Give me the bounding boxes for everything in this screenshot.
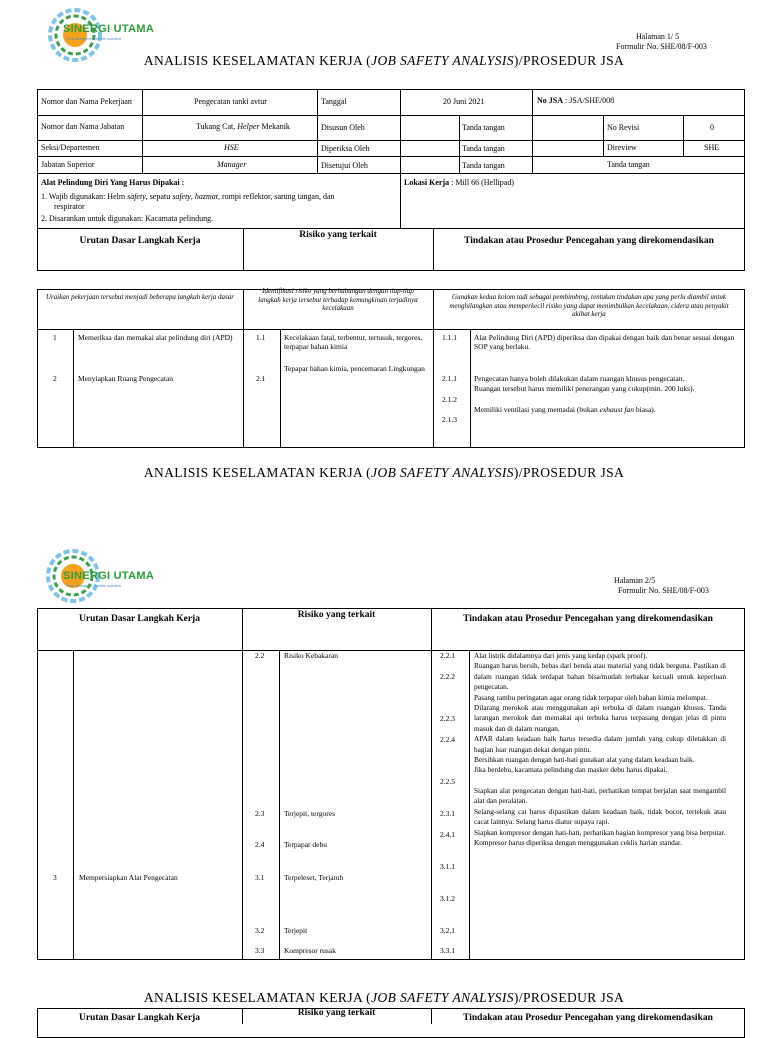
action-number: 2.4.1 <box>440 830 455 839</box>
risk-number: 3.1 <box>255 873 265 882</box>
position-value: Tukang Cat, Helper Mekanik <box>196 122 290 131</box>
step-number: 1 <box>53 333 57 342</box>
page-number: Halaman 1/ 5 <box>636 32 680 41</box>
risk-text: Tepapar bahan kimia, pencemaran Lingkungan <box>284 364 425 373</box>
step-text: Memeriksa dan memakai alat pelindung diri (APD) <box>78 333 233 342</box>
action-number: 2.3.1 <box>440 809 455 818</box>
reviewed-label: Direview <box>607 143 637 152</box>
action-text: Dilarang merokok atau menggunakan api terbuka di dalam ruangan khusus. Tanda larangan merokok dan memakai api terbuka harus terpasang dengan jelas di pintu masuk dan di dalam ruangan. <box>474 703 726 733</box>
risks-description: Identifikasi risiko yang berhubungan dengan tiap-tiap langkah kerja tersebut terhadap kemungkinan terjadinya kecelakaan <box>258 287 418 312</box>
risk-number: 2.4 <box>255 840 265 849</box>
signature-label: Tanda tangan <box>462 161 505 170</box>
position-label: Nomor dan Nama Jabatan <box>41 122 125 131</box>
company-tagline: Your sinergetic flexible solution <box>66 583 121 588</box>
step-text: Menyiapkan Ruang Pengecatan <box>78 374 173 383</box>
action-text: Pengecatan hanya boleh dilakukan dalam ruangan khusus pengecatan. <box>474 374 685 383</box>
risk-text: Kompresor rusak <box>284 946 336 955</box>
risk-text: Terjepit <box>284 926 308 935</box>
column-header-actions: Tindakan atau Prosedur Pencegahan yang direkomendasikan <box>463 614 713 624</box>
action-text: Siapkan alat pengecatan dengan hati-hati, perhatikan tempat berjalan saat mengambil alat dan peralatan. <box>474 785 726 806</box>
signature-label: Tanda tangan <box>607 160 650 169</box>
action-text: Siapkan kompresor dengan hati-hati, perhatikan bagian kompresor yang bisa berputar. <box>474 827 726 837</box>
form-number: Formulir No. SHE/08/F-003 <box>616 42 707 51</box>
actions-description: Gunakan kedua kolom tadi sebagai pembimbing, tentukan tindakan apa yang perlu diambil untuk menghilangkan atau memperkecil risiko yang dapat menimbulkan kecelakaan, cidera atau penyakit akibat kerja <box>449 293 729 318</box>
signature-label: Tanda tangan <box>462 123 505 132</box>
page-title: ANALISIS KESELAMATAN KERJA (JOB SAFETY ANALYSIS)/PROSEDUR JSA <box>143 990 625 1005</box>
action-number: 2.2.5 <box>440 777 455 786</box>
steps-description: Uraikan pekerjaan tersebut menjadi beberapa langkah kerja dasar <box>46 293 234 301</box>
action-number: 1.1.1 <box>442 333 457 342</box>
form-number: Formulir No. SHE/08/F-003 <box>618 586 709 595</box>
department-value: HSE <box>224 143 239 152</box>
column-header-steps: Urutan Dasar Langkah Kerja <box>79 614 200 624</box>
risk-number: 1.1 <box>256 333 266 342</box>
superior-label: Jabatan Superior <box>41 160 95 169</box>
jsa-number: No JSA : JSA/SHE/008 <box>537 96 615 105</box>
column-header-risks: Risiko yang terkait <box>297 1008 376 1018</box>
risk-number: 2.3 <box>255 809 265 818</box>
page-title: ANALISIS KESELAMATAN KERJA (JOB SAFETY ANALYSIS)/PROSEDUR JSA <box>143 465 625 480</box>
job-label: Nomor dan Nama Pekerjaan <box>41 97 132 106</box>
risk-text: Kecelakaan fatal, terbentur, tertusuk, tergores, terpapar bahan kimia <box>284 333 423 351</box>
approved-by-label: Disetujui Oleh <box>321 161 368 170</box>
action-text: Bersihkan ruangan dengan hati-hati gunakan alat yang dalam keadaan baik. <box>474 755 695 765</box>
risk-number: 2.1 <box>256 374 266 383</box>
action-number: 2.2.2 <box>440 672 455 681</box>
column-header-steps: Urutan Dasar Langkah Kerja <box>79 1013 200 1023</box>
page-number: Halaman 2/5 <box>614 576 656 585</box>
action-text: Pasang rambu peringatan agar orang tidak terpapar oleh bahan kimia melompat. <box>474 692 708 702</box>
company-tagline: Your sinergetic flexible solution <box>66 36 121 41</box>
action-text: Jika berdebu, kacamata pelindung dan masker debu harus dipakai. <box>474 765 668 775</box>
action-text: Alat Pelindung Diri (APD) diperiksa dan dipakai dengan baik dan benar sesuai dengan SOP yang berlaku. <box>474 333 735 351</box>
reviewed-value: SHE <box>704 143 720 152</box>
action-number: 2.2.3 <box>440 714 455 723</box>
risk-number: 3.3 <box>255 946 265 955</box>
risk-text: Risiko Kebakaran <box>284 651 338 660</box>
page-title: ANALISIS KESELAMATAN KERJA (JOB SAFETY ANALYSIS)/PROSEDUR JSA <box>143 53 625 68</box>
company-name: SINERGI UTAMA <box>63 23 155 35</box>
date-value: 20 Juni 2021 <box>443 97 485 106</box>
column-header-steps: Urutan Dasar Langkah Kerja <box>79 236 201 246</box>
ppe-title: Alat Pelindung Diri Yang Harus Dipakai : <box>41 178 185 187</box>
risk-text: Terjepit, tergores <box>284 809 335 818</box>
action-number: 3.1.2 <box>440 894 455 903</box>
column-header-risks: Risiko yang terkait <box>297 610 376 620</box>
superior-value: Manager <box>217 160 247 169</box>
job-value: Pengecatan tanki avtur <box>194 97 267 106</box>
column-header-risks: Risiko yang terkait <box>299 230 377 240</box>
action-number: 2.1.2 <box>442 395 457 404</box>
ppe-item-2: 2. Disarankan untuk digunakan: Kacamata pelindung. <box>41 214 214 223</box>
actions-list <box>474 651 726 848</box>
action-number: 2.1.3 <box>442 415 457 424</box>
date-label: Tanggal <box>321 97 347 106</box>
action-number: 2.1.1 <box>442 374 457 383</box>
action-number: 2.2.1 <box>440 651 455 660</box>
ppe-item-1-cont: respirator <box>54 202 85 211</box>
risk-text: Terpapar debu <box>284 840 327 849</box>
action-number: 3.1.1 <box>440 862 455 871</box>
revision-value: 0 <box>710 123 714 132</box>
ppe-item-1: 1. Wajib digunakan: Helm safety, sepatu safety, hazmat, rompi reflektor, sarung tangan, dan <box>41 192 335 201</box>
step-number: 2 <box>53 374 57 383</box>
prepared-by-label: Disusun Oleh <box>321 123 365 132</box>
risk-number: 2.2 <box>255 651 265 660</box>
action-text: APAR dalam keadaan baik harus tersedia dalam jumlah yang cukup diletakkan di bagian luar ruangan dekat dengan pintu. <box>474 734 726 754</box>
revision-label: No Revisi <box>607 123 640 132</box>
risk-text: Terpeleset, Terjatuh <box>284 873 344 882</box>
action-text: Memiliki ventilasi yang memadai (bukan exhaust fan biasa). <box>474 405 656 414</box>
action-text: Ruangan harus bersih, bebas dari benda atau material yang tidak berguna. Pastikan di dalam ruangan tidak terdapat bahan bisa/mudah terbakar kecuali untuk keperluan pengecatan. <box>474 661 726 692</box>
action-number: 3.3.1 <box>440 946 455 955</box>
signature-label: Tanda tangan <box>462 144 505 153</box>
column-header-actions: Tindakan atau Prosedur Pencegahan yang direkomendasikan <box>464 236 714 246</box>
step-number: 3 <box>53 873 57 882</box>
action-text: Alat listrik didalamnya dari jenis yang kedap (spark proof). <box>474 651 648 660</box>
work-location: Lokasi Kerja : Mill 66 (Hellipad) <box>404 178 514 187</box>
risk-number: 3.2 <box>255 926 265 935</box>
column-header-actions: Tindakan atau Prosedur Pencegahan yang direkomendasikan <box>463 1013 713 1023</box>
action-text: Ruangan tersebut harus memiliki penerangan yang cukup(min. 200 luks). <box>474 384 695 393</box>
checked-by-label: Diperiksa Oleh <box>321 144 370 153</box>
company-name: SINERGI UTAMA <box>63 570 155 582</box>
action-text: Selang-selang cat harus dipastikan dalam keadaan baik, tidak bocor, tertekuk atau cacat lainnya. Selang harus diatur supaya rapi. <box>474 806 726 827</box>
action-text: Kompresor harus diperiksa dengan menggunakan ceklis harian standar. <box>474 837 682 847</box>
action-number: 3.2.1 <box>440 926 455 935</box>
department-label: Seksi/Departemen <box>41 143 100 152</box>
step-text: Mempersiapkan Alat Pengecatan <box>79 873 178 882</box>
action-number: 2.2.4 <box>440 735 455 744</box>
